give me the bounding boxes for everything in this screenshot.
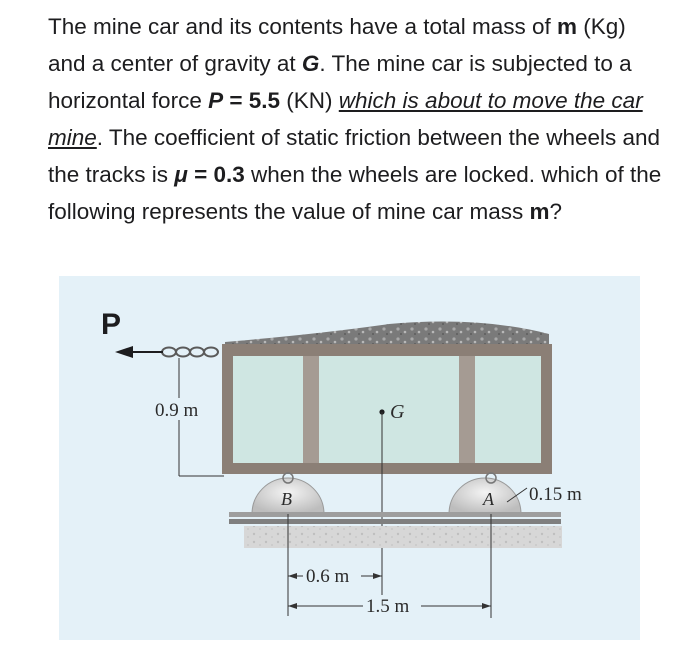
- intro-text: The mine car and its contents have a total mass of: [48, 14, 558, 39]
- underlined-phrase: which is about to move the car mine: [48, 88, 643, 150]
- car-panel-right: [475, 356, 541, 463]
- rail-bottom: [229, 519, 561, 524]
- wheel-b-label: B: [281, 489, 292, 509]
- force-lead-text: . The mine car is subjected to a horizontal force: [48, 51, 632, 113]
- dim-long-arrow-right: [482, 603, 491, 609]
- gravel-load: [225, 322, 549, 346]
- force-unit: (KN): [280, 88, 339, 113]
- mass-unit-text: (Kg) and a center of gravity at: [48, 14, 626, 76]
- problem-text: [48, 8, 668, 230]
- dim-short-label: 0.6 m: [306, 566, 350, 587]
- ground: [244, 526, 562, 548]
- wheel-a-label: A: [483, 489, 494, 509]
- car-post-2: [459, 356, 475, 463]
- dim-short-arrow-right: [373, 573, 382, 579]
- dim-long-arrow-left: [288, 603, 297, 609]
- question-symbol: m: [529, 199, 550, 224]
- axle-height-label: 0.15 m: [529, 484, 582, 505]
- mu-value: = 0.3: [187, 162, 245, 187]
- force-value: = 5.5: [223, 88, 281, 113]
- mine-car-figure: [59, 276, 640, 640]
- mine-car-diagram: [59, 276, 640, 640]
- cg-symbol: G: [301, 51, 320, 76]
- rail-top: [229, 512, 561, 517]
- car-post-1: [303, 356, 319, 463]
- question-end: ?: [549, 199, 563, 224]
- cg-label: G: [390, 401, 405, 423]
- chain: [162, 348, 218, 357]
- mu-symbol: μ: [174, 162, 188, 187]
- car-panel-left: [233, 356, 303, 463]
- car-panel-center: [319, 356, 459, 463]
- problem-statement: [48, 8, 668, 230]
- dim-long-label: 1.5 m: [366, 596, 410, 617]
- force-arrowhead: [115, 346, 133, 358]
- locked-text: when the wheels are locked. which of the following represents the value of mine car mass: [48, 162, 662, 224]
- friction-text: . The coefficient of static friction between the wheels and the tracks is: [48, 125, 661, 187]
- force-label: P: [101, 308, 122, 341]
- height-label: 0.9 m: [155, 400, 199, 421]
- dim-short-arrow-left: [288, 573, 297, 579]
- mass-symbol: m: [557, 14, 578, 39]
- force-symbol: P: [208, 88, 224, 113]
